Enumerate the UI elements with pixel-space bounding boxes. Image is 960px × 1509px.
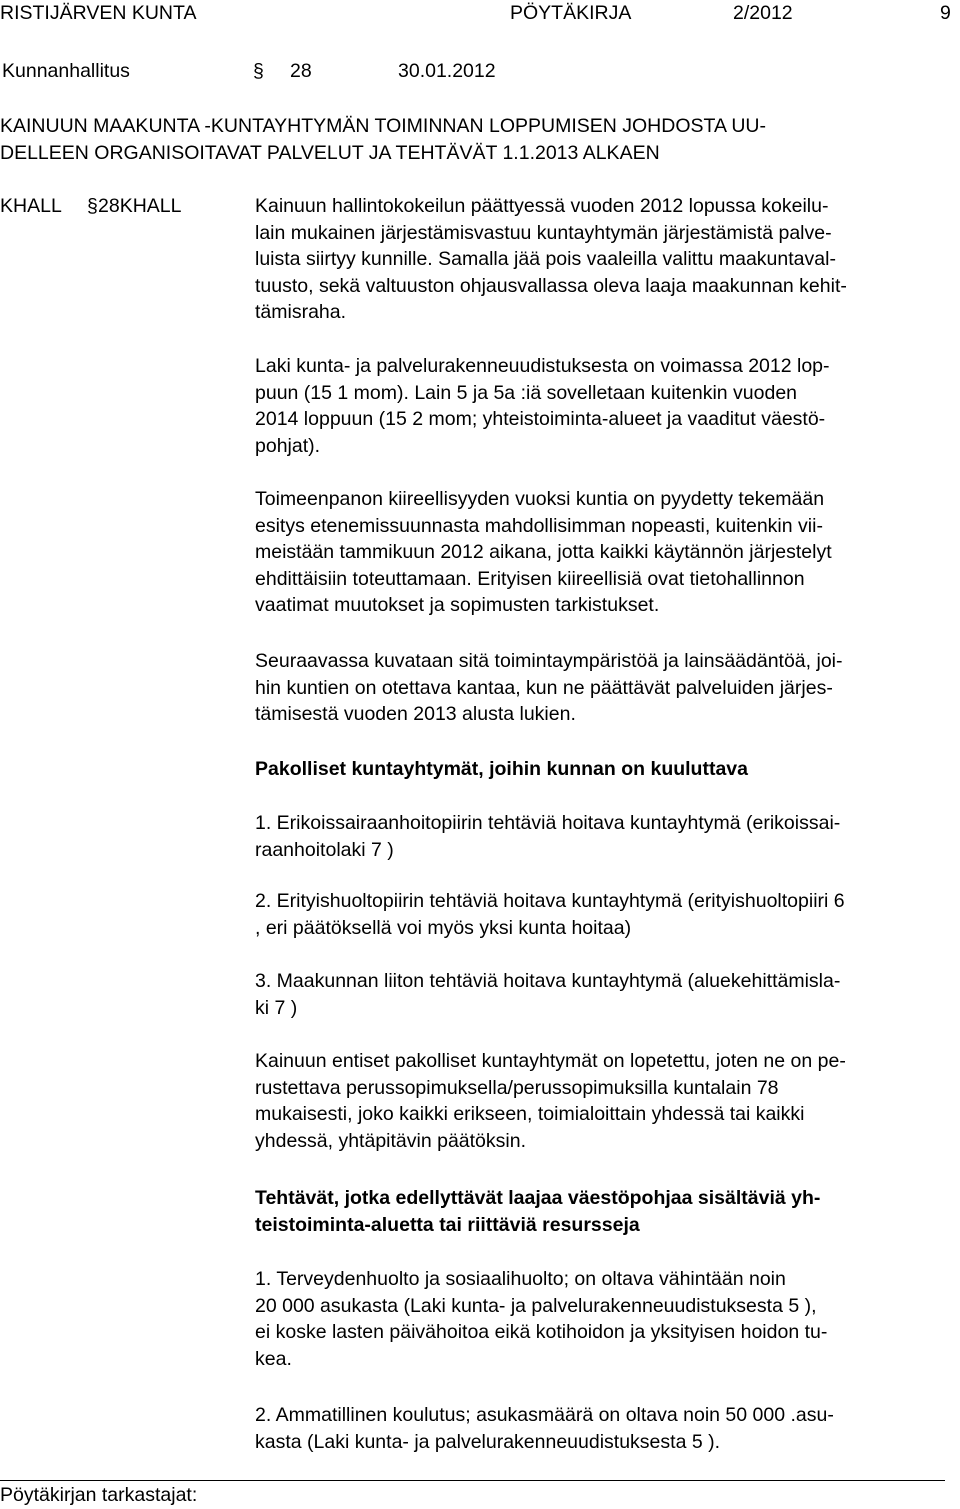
header-doc-type: PÖYTÄKIRJA — [510, 2, 632, 24]
paragraph-3: Toimeenpanon kiireellisyyden vuoksi kuntia on pyydetty tekemään esitys etenemissuunnasta mahdollisimman nopeasti, kuitenkin vii- meistään tammikuun 2012 aikana, jotta kaikki käytännön järjestelyt ehdittäisiin toteuttamaan. Erityisen kiireellisiä ovat tietohallinnon vaatimat muutokset ja sopimusten tarkistukset. — [255, 488, 832, 616]
header-date: 30.01.2012 — [398, 60, 496, 82]
footer-label: Pöytäkirjan tarkastajat: — [0, 1484, 198, 1506]
header-page-number: 9 — [940, 2, 951, 24]
paragraph-1: Kainuun hallintokokeilun päättyessä vuoden 2012 lopussa kokeilu- lain mukainen järjestämisvastuu kuntayhtymän järjestämistä palve- luista siirtyy kunnille. Samalla jää pois vaaleilla valittu maakuntaval- tuusto, sekä valtuuston ohjausvallassa oleva laaja maakunnan kehit- tämisraha. — [255, 195, 847, 323]
case-ref-section: 28KHALL — [98, 195, 182, 217]
section-heading-2: Tehtävät, jotka edellyttävät laajaa väestöpohjaa sisältäviä yh- teistoiminta-aluetta tai riittäviä resursseja — [255, 1187, 821, 1236]
section-sign-icon: § — [253, 60, 264, 82]
header-body-name: Kunnanhallitus — [2, 60, 130, 82]
header-municipality: RISTIJÄRVEN KUNTA — [0, 2, 197, 24]
header-doc-number: 2/2012 — [733, 2, 793, 24]
header-section-number: 28 — [290, 60, 312, 82]
document-title-line1: KAINUUN MAAKUNTA -KUNTAYHTYMÄN TOIMINNAN LOPPUMISEN JOHDOSTA UU- — [0, 115, 766, 137]
list-item-5: 2. Ammatillinen koulutus; asukasmäärä on oltava noin 50 000 .asu- kasta (Laki kunta- ja palvelurakenneuudistuksesta 5 ). — [255, 1404, 834, 1453]
section-sign-icon: § — [87, 195, 98, 217]
document-title-line2: DELLEEN ORGANISOITAVAT PALVELUT JA TEHTÄVÄT 1.1.2013 ALKAEN — [0, 142, 660, 164]
footer-divider — [0, 1480, 945, 1481]
list-item-1: 1. Erikoissairaanhoitopiirin tehtäviä hoitava kuntayhtymä (erikoissai- raanhoitolaki 7 ) — [255, 812, 841, 861]
list-item-4: 1. Terveydenhuolto ja sosiaalihuolto; on oltava vähintään noin 20 000 asukasta (Laki kunta- ja palvelurakenneuudistuksesta 5 ), ei koske lasten päivähoitoa eikä kotihoidon ja yksityisen hoidon tu- kea. — [255, 1268, 828, 1370]
list-item-2: 2. Erityishuoltopiirin tehtäviä hoitava kuntayhtymä (erityishuoltopiiri 6 , eri päätöksellä voi myös yksi kunta hoitaa) — [255, 890, 845, 939]
section-heading-1: Pakolliset kuntayhtymät, joihin kunnan on kuuluttava — [255, 758, 748, 780]
paragraph-2: Laki kunta- ja palvelurakenneuudistuksesta on voimassa 2012 lop- puun (15 1 mom). Lain 5 ja 5a :iä sovelletaan kuitenkin vuoden 2014 loppuun (15 2 mom; yhteistoiminta-alueet ja vaaditut väestö- pohjat). — [255, 355, 830, 457]
paragraph-4: Seuraavassa kuvataan sitä toimintaympäristöä ja lainsäädäntöä, joi- hin kuntien on otettava kantaa, kun ne päättävät palveluiden järjes- tämisestä vuoden 2013 alusta lukien. — [255, 650, 843, 725]
case-ref-label: KHALL — [0, 195, 62, 217]
list-item-3: 3. Maakunnan liiton tehtäviä hoitava kuntayhtymä (aluekehittämisla- ki 7 ) — [255, 970, 841, 1019]
paragraph-5: Kainuun entiset pakolliset kuntayhtymät on lopetettu, joten ne on pe- rustettava perussopimuksella/perussopimuksilla kuntalain 78 mukaisesti, joko kaikki erikseen, toimialoittain yhdessä tai kaikki yhdessä, yhtäpitävin päätöksin. — [255, 1050, 846, 1152]
